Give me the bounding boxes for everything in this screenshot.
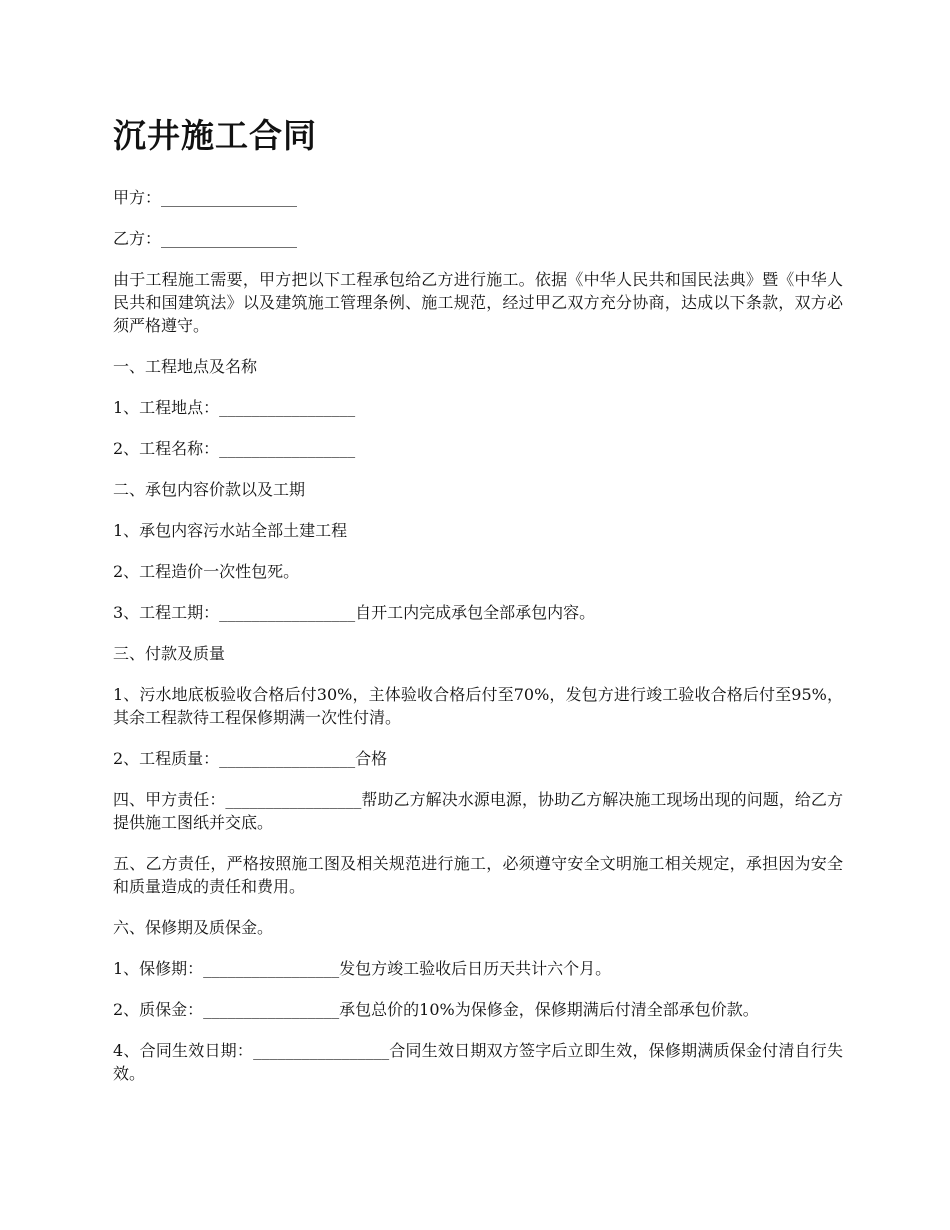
section-heading-3: 三、付款及质量 [113, 644, 226, 663]
clause-project-quality: 2、工程质量：_________________合格 [113, 749, 388, 768]
clause-payment-schedule: 1、污水地底板验收合格后付30%，主体验收合格后付至70%，发包方进行竣工验收合格后付至95%，其余工程款待工程保修期满一次性付清。 [113, 685, 843, 727]
party-a-line: 甲方：_________________ [113, 188, 298, 207]
section-party-a-responsibility: 四、甲方责任：_________________帮助乙方解决水源电源，协助乙方解决施工现场出现的问题，给乙方提供施工图纸并交底。 [113, 790, 843, 832]
clause-retention-money: 2、质保金：_________________承包总价的10%为保修金，保修期满后付清全部承包价款。 [113, 1000, 759, 1019]
clause-project-name: 2、工程名称：_________________ [113, 439, 356, 458]
clause-warranty-period: 1、保修期：_________________发包方竣工验收后日历天共计六个月。 [113, 959, 612, 978]
section-party-b-responsibility: 五、乙方责任，严格按照施工图及相关规范进行施工，必须遵守安全文明施工相关规定，承担因为安全和质量造成的责任和费用。 [113, 854, 843, 896]
preamble-paragraph: 由于工程施工需要，甲方把以下工程承包给乙方进行施工。依据《中华人民共和国民法典》暨《中华人民共和国建筑法》以及建筑施工管理条例、施工规范，经过甲乙双方充分协商，达成以下条款，双方必须严格遵守。 [113, 270, 843, 335]
document-title: 沉井施工合同 [113, 116, 317, 155]
document-page [113, 110, 843, 1103]
section-heading-6: 六、保修期及质保金。 [113, 918, 274, 937]
clause-contract-scope: 1、承包内容污水站全部土建工程 [113, 521, 348, 540]
party-b-line: 乙方：_________________ [113, 229, 298, 248]
clause-project-duration: 3、工程工期：_________________自开工内完成承包全部承包内容。 [113, 603, 596, 622]
section-heading-1: 一、工程地点及名称 [113, 357, 258, 376]
clause-project-cost: 2、工程造价一次性包死。 [113, 562, 300, 581]
clause-project-location: 1、工程地点：_________________ [113, 398, 356, 417]
clause-effective-date: 4、合同生效日期：_________________合同生效日期双方签字后立即生效，保修期满质保金付清自行失效。 [113, 1041, 843, 1083]
section-heading-2: 二、承包内容价款以及工期 [113, 480, 306, 499]
